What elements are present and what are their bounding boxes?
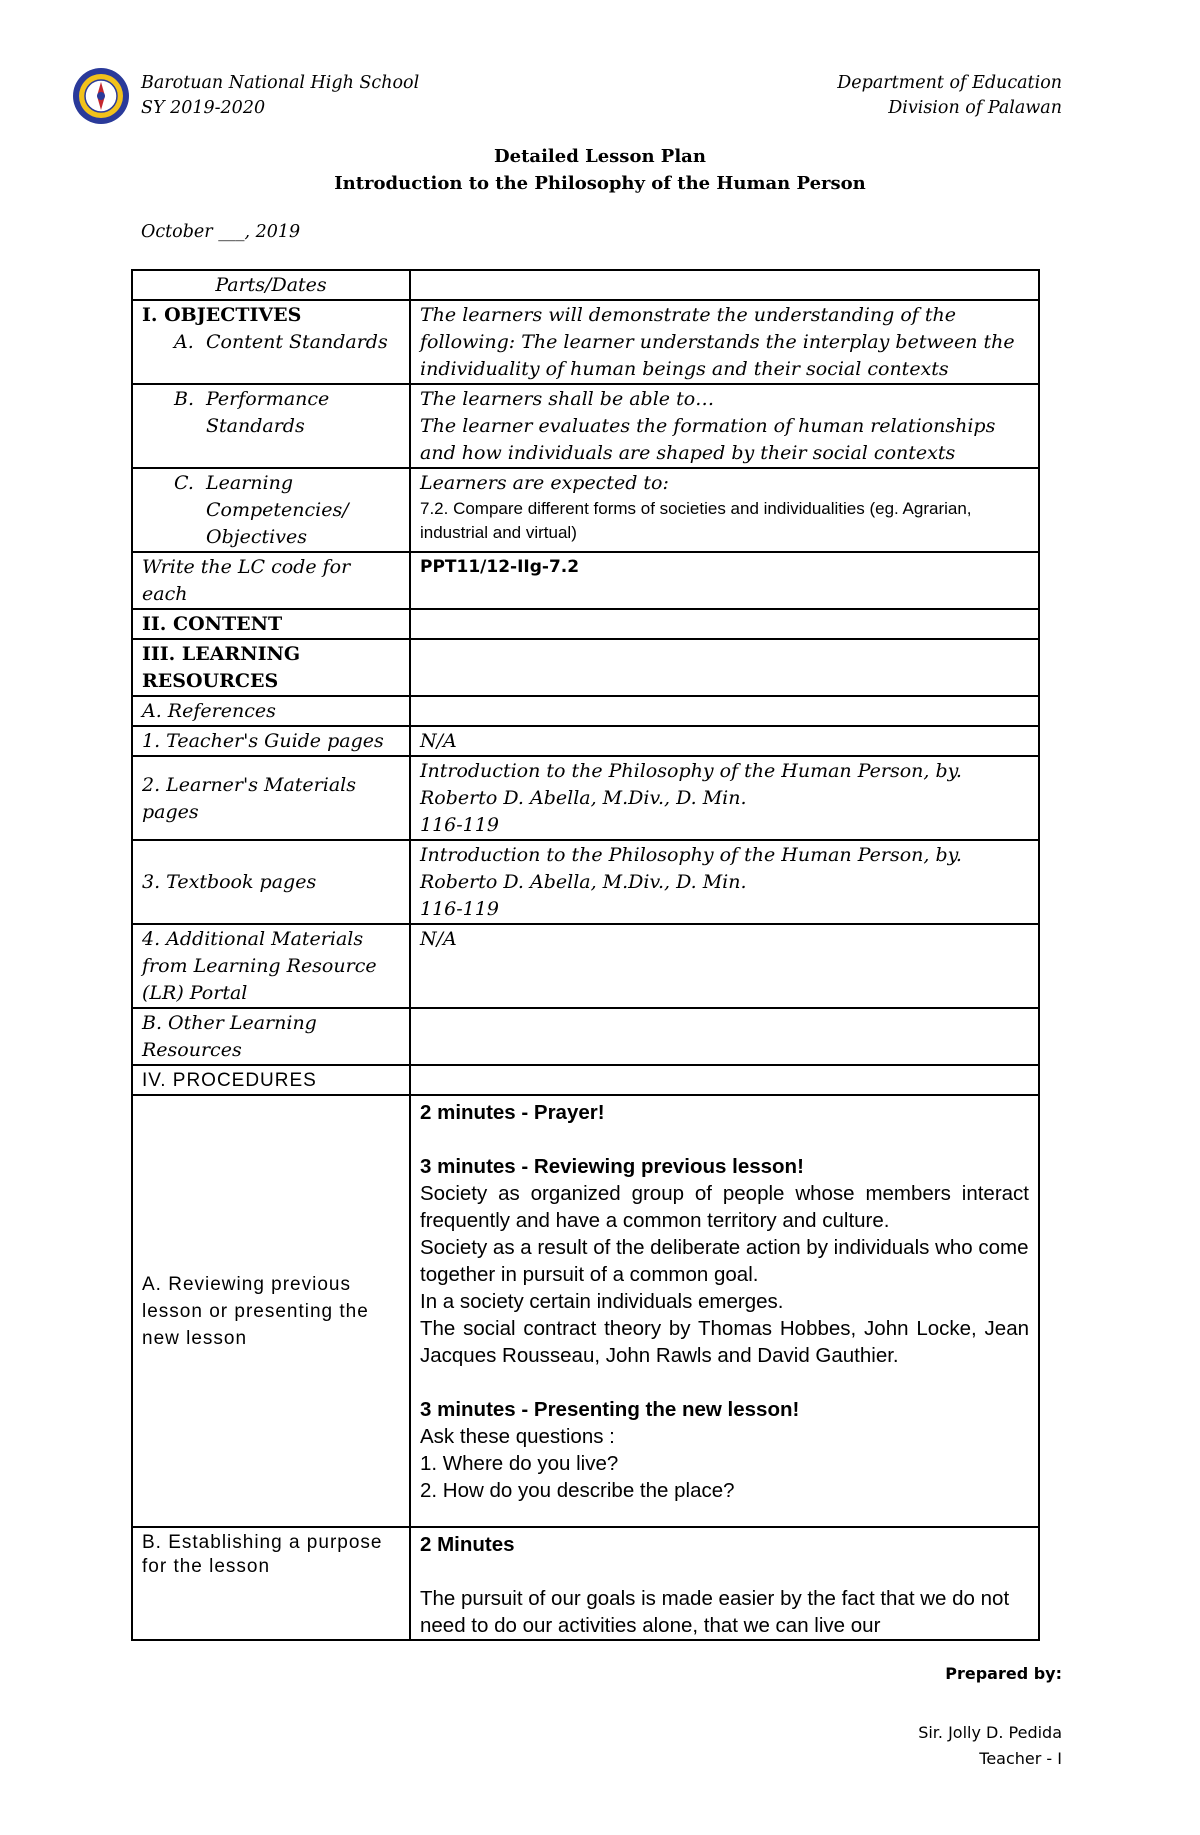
- review-paragraph: The social contract theory by Thomas Hobbes, John Locke, Jean Jacques Rousseau, John Rawls and David Gauthier.: [420, 1317, 1029, 1367]
- table-row: [132, 552, 1039, 609]
- learners-materials-label: 2. Learner's Materials pages: [132, 756, 410, 840]
- additional-materials-value: N/A: [410, 924, 1039, 1008]
- title-line-2: Introduction to the Philosophy of the Human Person: [334, 173, 866, 194]
- table-row: [132, 384, 1039, 468]
- learning-competencies-cell: [132, 468, 410, 552]
- empty-cell: [410, 1008, 1039, 1065]
- prepared-by-label: Prepared by:: [945, 1664, 1062, 1683]
- school-seal-logo: [72, 67, 130, 125]
- prayer-heading: 2 minutes - Prayer!: [420, 1101, 605, 1124]
- learners-materials-value: Introduction to the Philosophy of the Human Person, by. Roberto D. Abella, M.Div., D. Min. 116-119: [410, 756, 1039, 840]
- presenting-heading: 3 minutes - Presenting the new lesson!: [420, 1398, 800, 1421]
- objectives-cell: [132, 300, 410, 384]
- empty-cell: [410, 1065, 1039, 1095]
- content-standards-text: The learners will demonstrate the understanding of the following: The learner understands the interplay between the individuality of human beings and their social contexts: [410, 300, 1039, 384]
- procedure-b-content: [410, 1527, 1039, 1640]
- table-row: [132, 468, 1039, 552]
- teacher-name: Sir. Jolly D. Pedida: [918, 1723, 1062, 1742]
- performance-standards-cell: [132, 384, 410, 468]
- table-row: [132, 840, 1039, 924]
- empty-cell: [410, 639, 1039, 696]
- table-row: [132, 726, 1039, 756]
- empty-cell: [410, 609, 1039, 639]
- table-row: [132, 1095, 1039, 1527]
- references-label: A. References: [132, 696, 410, 726]
- table-row: [132, 1065, 1039, 1095]
- learning-resources-heading: III. LEARNING RESOURCES: [132, 639, 410, 696]
- teachers-guide-label: 1. Teacher's Guide pages: [132, 726, 410, 756]
- performance-standards-label: B. Performance Standards: [174, 388, 330, 437]
- division-name: Division of Palawan: [888, 98, 1062, 118]
- table-row: [132, 300, 1039, 384]
- review-paragraph: Society as a result of the deliberate action by individuals who come together in pursuit of a common goal.: [420, 1236, 1029, 1286]
- school-year: SY 2019-2020: [141, 98, 266, 118]
- table-row: [132, 1008, 1039, 1065]
- teacher-signature-block: [918, 1720, 1062, 1772]
- ask-questions: Ask these questions :: [420, 1425, 615, 1448]
- table-row: [132, 639, 1039, 696]
- review-paragraph: In a society certain individuals emerges.: [420, 1290, 784, 1313]
- table-row: [132, 756, 1039, 840]
- lesson-plan-table: [131, 269, 1040, 1641]
- lc-code-label: Write the LC code for each: [132, 552, 410, 609]
- question-item: 2. How do you describe the place?: [420, 1479, 735, 1502]
- empty-cell: [410, 270, 1039, 300]
- procedure-b-label: B. Establishing a purpose for the lesson: [132, 1527, 410, 1640]
- table-row: [132, 270, 1039, 300]
- table-row: [132, 696, 1039, 726]
- title-line-1: Detailed Lesson Plan: [494, 146, 706, 167]
- teacher-title: Teacher - I: [979, 1749, 1062, 1768]
- textbook-pages-label: 3. Textbook pages: [132, 840, 410, 924]
- procedure-b-time: 2 Minutes: [420, 1533, 515, 1556]
- review-paragraph: Society as organized group of people whose members interact frequently and have a common territory and culture.: [420, 1182, 1029, 1232]
- additional-materials-label: 4. Additional Materials from Learning Resource (LR) Portal: [132, 924, 410, 1008]
- empty-cell: [410, 696, 1039, 726]
- school-name: Barotuan National High School: [141, 73, 420, 93]
- parts-dates-header: Parts/Dates: [132, 270, 410, 300]
- department-header: [837, 71, 1062, 121]
- performance-standards-text: The learners shall be able to… The learner evaluates the formation of human relationships and how individuals are shaped by their social contexts: [410, 384, 1039, 468]
- content-standards-label: A. Content Standards: [174, 331, 388, 353]
- content-heading: II. CONTENT: [132, 609, 410, 639]
- teachers-guide-value: N/A: [410, 726, 1039, 756]
- table-row: [132, 924, 1039, 1008]
- question-item: 1. Where do you live?: [420, 1452, 619, 1475]
- document-title: [0, 143, 1200, 197]
- procedures-heading: IV. PROCEDURES: [132, 1065, 410, 1095]
- review-heading: 3 minutes - Reviewing previous lesson!: [420, 1155, 804, 1178]
- department-name: Department of Education: [837, 73, 1062, 93]
- other-resources-label: B. Other Learning Resources: [132, 1008, 410, 1065]
- objectives-heading: I. OBJECTIVES: [142, 304, 302, 326]
- learning-competencies-label: C. Learning Competencies/ Objectives: [174, 472, 349, 548]
- school-header: [141, 71, 419, 121]
- lc-code-value: PPT11/12-IIg-7.2: [410, 552, 1039, 609]
- learning-competencies-text: Learners are expected to: 7.2. Compare different forms of societies and individualities (eg. Agrarian, industrial and virtual): [410, 468, 1039, 552]
- lesson-date: October ___, 2019: [141, 222, 301, 242]
- table-row: [132, 609, 1039, 639]
- procedure-b-text: The pursuit of our goals is made easier by the fact that we do not need to do our activities alone, that we can live our: [420, 1587, 1010, 1637]
- textbook-pages-value: Introduction to the Philosophy of the Human Person, by. Roberto D. Abella, M.Div., D. Min. 116-119: [410, 840, 1039, 924]
- procedure-a-label: A. Reviewing previous lesson or presenting the new lesson: [132, 1095, 410, 1527]
- procedure-a-content: [410, 1095, 1039, 1527]
- table-row: [132, 1527, 1039, 1640]
